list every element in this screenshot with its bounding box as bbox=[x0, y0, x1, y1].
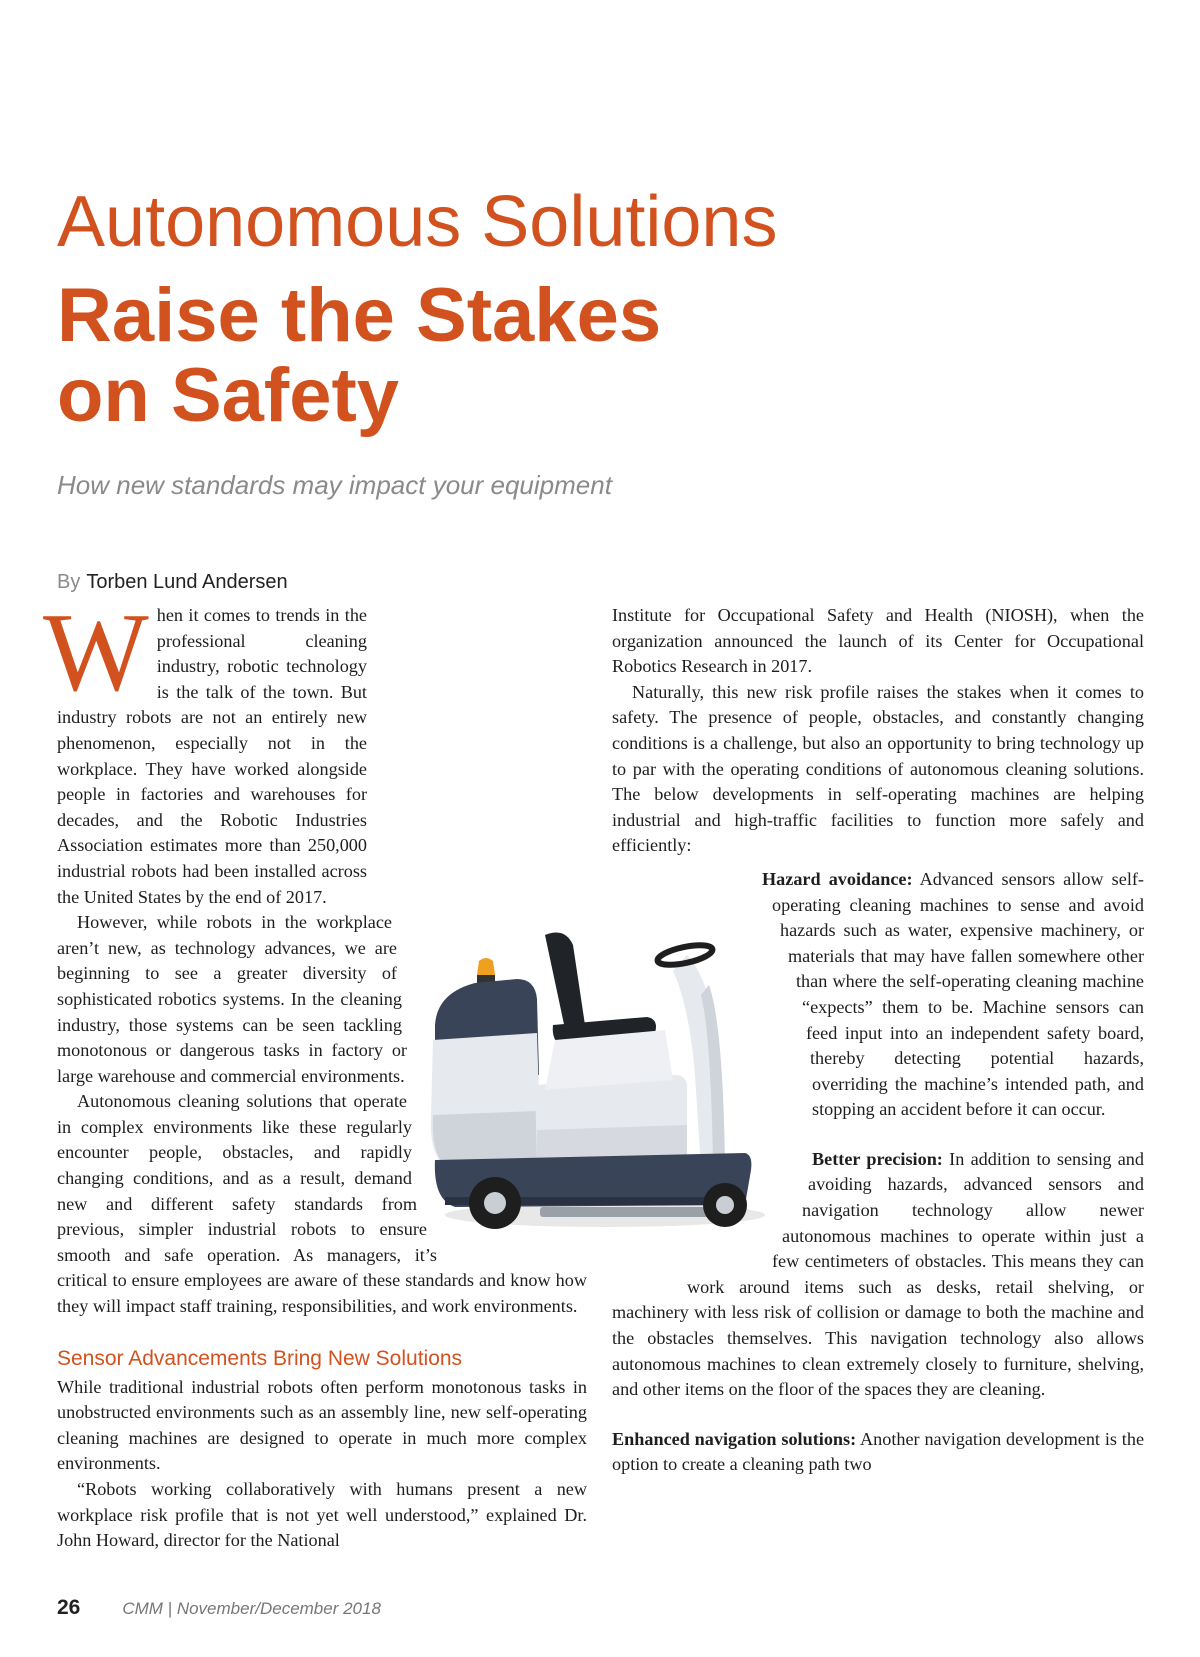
byline-author: Torben Lund Andersen bbox=[86, 571, 288, 593]
hazard-avoidance-lead: Hazard avoidance: bbox=[762, 868, 913, 889]
left-column bbox=[43, 591, 587, 1554]
enhanced-navigation-lead: Enhanced navigation solutions: bbox=[612, 1428, 857, 1449]
section-heading: Sensor Advancements Bring New Solutions bbox=[57, 1346, 463, 1370]
article-title-line-3: on Safety bbox=[57, 353, 400, 438]
left-paragraph-3: Autonomous cleaning solutions that operate in complex environments like these regularly encounter people, obstacles, and rapidly changing conditions, and as a result, demand new and different safety standards from previous, simpler industrial robots to ensure smooth and safe operation. As managers, it’s critical to ensure employees are aware of these standards and know how they will impact staff training, responsibilities, and work environments. bbox=[57, 1091, 587, 1317]
left-paragraph-2: However, while robots in the workplace aren’t new, as technology advances, we are beginning to see a greater diversity of sophisticated robotics systems. In the cleaning industry, those systems can be seen tackling monotonous or dangerous tasks in factory or large warehouse and commercial environments. bbox=[57, 912, 407, 1086]
enhanced-navigation-paragraph bbox=[612, 1427, 1144, 1478]
better-precision-lead: Better precision: bbox=[812, 1148, 943, 1169]
right-paragraph-2: Naturally, this new risk profile raises the stakes when it comes to safety. The presence of people, obstacles, and constantly changing conditions is a challenge, but also an opportunity to bring technology up to par with the operating conditions of autonomous cleaning solutions. The below developments in self-operating machines are helping industrial and high-traffic facilities to function more safely and efficiently: bbox=[612, 681, 1144, 856]
page-footer bbox=[57, 1596, 381, 1620]
publication-info: CMM | November/December 2018 bbox=[122, 1599, 381, 1618]
enhanced-navigation-text: Another navigation development is the option to create a cleaning path two bbox=[612, 1428, 1145, 1475]
right-paragraph-1: Institute for Occupational Safety and Health (NIOSH), when the organization announced the launch of its Center for Occupational Robotics Research in 2017. bbox=[612, 605, 1144, 677]
article-title-bold bbox=[57, 273, 662, 438]
better-precision-text: In addition to sensing and avoiding hazards, advanced sensors and navigation technology allow newer autonomous machines to operate within just a few centimeters of obstacles. This means they can work around items such as desks, retail shelving, or machinery with less risk of collision or damage to both the machine and the obstacles themselves. This navigation technology also allows autonomous machines to clean extremely closely to furniture, shelving, and other items on the floor of the spaces they are cleaning. bbox=[612, 1148, 1144, 1400]
page-number: 26 bbox=[57, 1596, 81, 1619]
article-subtitle: How new standards may impact your equipment bbox=[57, 470, 612, 500]
left-paragraph-1: hen it comes to trends in the professional cleaning industry, robotic technology is the talk of the town. But industry robots are not an entirely new phenomenon, especially not in the workplace. They have worked alongside people in factories and warehouses for decades, and the Robotic Industries Association estimates more than 250,000 industrial robots had been installed across the United States by the end of 2017. bbox=[57, 605, 367, 907]
article-title-line-1: Autonomous Solutions bbox=[57, 182, 778, 262]
left-paragraph-4: While traditional industrial robots often perform monotonous tasks in unobstructed environments such as an assembly line, new self-operating cleaning machines are designed to operate in much more complex environments. bbox=[57, 1376, 587, 1474]
article-title-line-2: Raise the Stakes bbox=[57, 273, 662, 358]
byline-by: By bbox=[57, 571, 81, 593]
drop-cap: W bbox=[43, 591, 149, 715]
right-column bbox=[612, 603, 1144, 1478]
left-paragraph-5: “Robots working collaboratively with humans present a new workplace risk profile that is not yet well understood,” explained Dr. John Howard, director for the National bbox=[57, 1479, 587, 1551]
hazard-avoidance-text: Advanced sensors allow self-operating cleaning machines to sense and avoid hazards such as water, expensive machinery, or materials that may have fallen somewhere other than where the self-operating cleaning machine “expects” them to be. Machine sensors can feed input into an independent safety board, thereby detecting potential hazards, overriding the machine’s intended path, and stopping an accident before it can occur. bbox=[772, 868, 1144, 1120]
